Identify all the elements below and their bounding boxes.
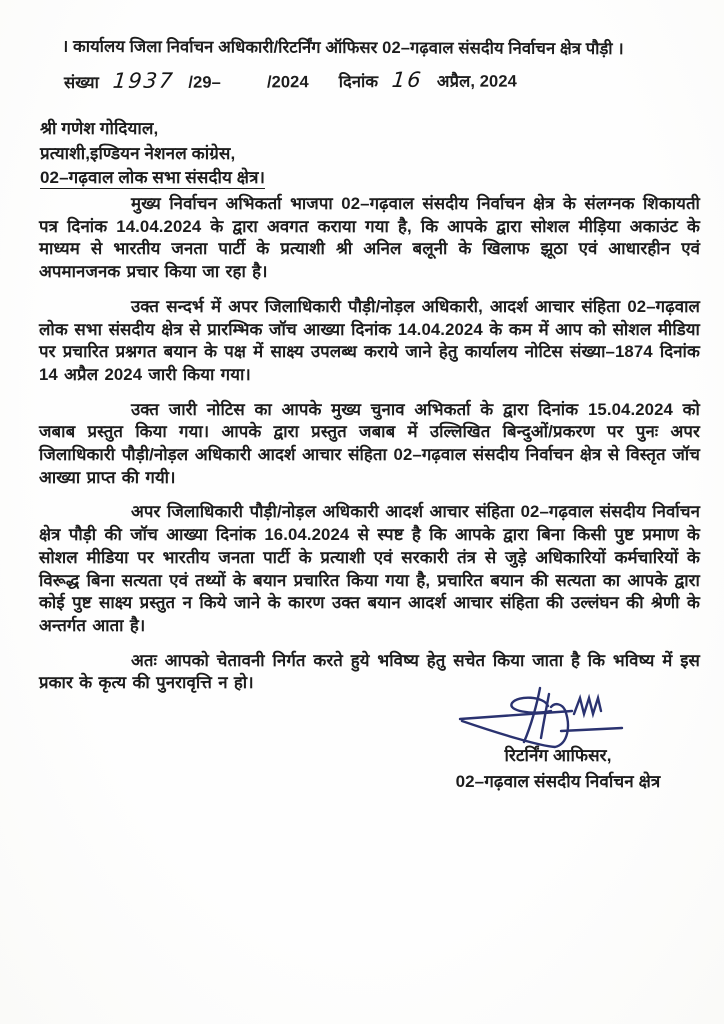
signature-block bbox=[408, 743, 708, 794]
signatory-title: रिटर्निंग आफिसर, bbox=[504, 746, 612, 765]
addressee-name: श्री गणेश गोदियाल, bbox=[40, 119, 159, 138]
paragraph-2: उक्त सन्दर्भ में अपर जिलाधिकारी पौड़ी/नोड़ल अधिकारी, आदर्श आचार संहिता 02–गढ़वाल लोक सभा संसदीय क्षेत्र से प्रारम्भिक जॉच आख्या दिनांक 14.04.2024 के कम में आप को सोशल मीडिया पर प्रचारित प्रश्नगत बयान के पक्ष में साक्ष्य उपलब्ध कराये जाने हेतु कार्यालय नोटिस संख्या–1874 दिनांक 14 अप्रैल 2024 जारी किया गया। bbox=[39, 296, 700, 384]
addressee-constituency: 02–गढ़वाल लोक सभा संसदीय क्षेत्र। bbox=[40, 168, 266, 187]
paragraph-1: मुख्य निर्वाचन अभिकर्ता भाजपा 02–गढ़वाल संसदीय निर्वाचन क्षेत्र के संलग्नक शिकायती पत्र दिनांक 14.04.2024 के द्वारा अवगत कराया गया है, कि आपके द्वारा सोशल मीड़िया अकाउंट के माध्यम से भारतीय जनता पार्टी के प्रत्याशी श्री अनिल बलूनी के खिलाफ झूठा एवं आधारहीन एवं अपमानजनक प्रचार किया जा रहा है। bbox=[39, 194, 700, 282]
ref-date-handwritten: 16 bbox=[390, 67, 425, 92]
paragraph-3: उक्त जारी नोटिस का आपके मुख्य चुनाव अभिकर्ता के द्वारा दिनांक 15.04.2024 को जबाब प्रस्तुत किया गया। आपके द्वारा प्रस्तुत जबाब में उल्लिखित बिन्दुओं/प्रकरण पर पुनः अपर जिलाधिकारी पौड़ी/नोड़ल अधिकारी आदर्श आचार संहिता 02–गढ़वाल संसदीय निर्वाचन क्षेत्र से विस्तृत जॉच आख्या प्राप्त की गयी। bbox=[39, 399, 700, 487]
reference-line bbox=[64, 67, 684, 93]
paragraph-4: अपर जिलाधिकारी पौड़ी/नोड़ल अधिकारी आदर्श आचार संहिता 02–गढ़वाल संसदीय निर्वाचन क्षेत्र पौड़ी की जॉच आख्या दिनांक 16.04.2024 से स्पष्ट है कि आपके द्वारा बिना किसी पुष्ट प्रमाण के सोशल मीडिया पर भारतीय जनता पार्टी के प्रत्याशी एवं सरकारी तंत्र से जुड़े अधिकारियों कर्मचारियों के विरूद्ध बिना सत्यता एवं तथ्यों के बयान प्रचारित किया गया है, प्रचारित बयान की सत्यता का आपके द्वारा कोई पुष्ट साक्ष्य प्रस्तुत न किये जाने के कारण उक्त बयान आदर्श आचार संहिता की उल्लंघन की श्रेणी के अन्तर्गत आता है। bbox=[39, 502, 700, 635]
office-header-line: । कार्यालय जिला निर्वाचन अधिकारी/रिटर्निंग ऑफिसर 02–गढ़वाल संसदीय निर्वाचन क्षेत्र पौड़ी । bbox=[61, 37, 624, 59]
addressee-block bbox=[40, 117, 265, 191]
paragraph-5: अतः आपको चेतावनी निर्गत करते हुये भविष्य हेतु सचेत किया जाता है कि भविष्य में इस प्रकार के कृत्य की पुनरावृत्ति न हो। bbox=[39, 650, 700, 693]
signature-ink bbox=[452, 684, 627, 750]
ref-month-year: अप्रैल, 2024 bbox=[436, 72, 517, 91]
addressee-designation: प्रत्याशी,इण्डियन नेशनल कांग्रेस, bbox=[40, 143, 236, 163]
ref-date-label: दिनांक bbox=[338, 72, 379, 92]
ref-number-label: संख्या bbox=[63, 73, 99, 93]
signatory-constituency: 02–गढ़वाल संसदीय निर्वाचन क्षेत्र bbox=[455, 771, 661, 791]
letter-body bbox=[39, 193, 700, 707]
ref-number-handwritten: 1937 bbox=[111, 68, 176, 93]
ref-year: /2024 bbox=[266, 73, 309, 92]
ref-part: /29– bbox=[188, 73, 221, 92]
